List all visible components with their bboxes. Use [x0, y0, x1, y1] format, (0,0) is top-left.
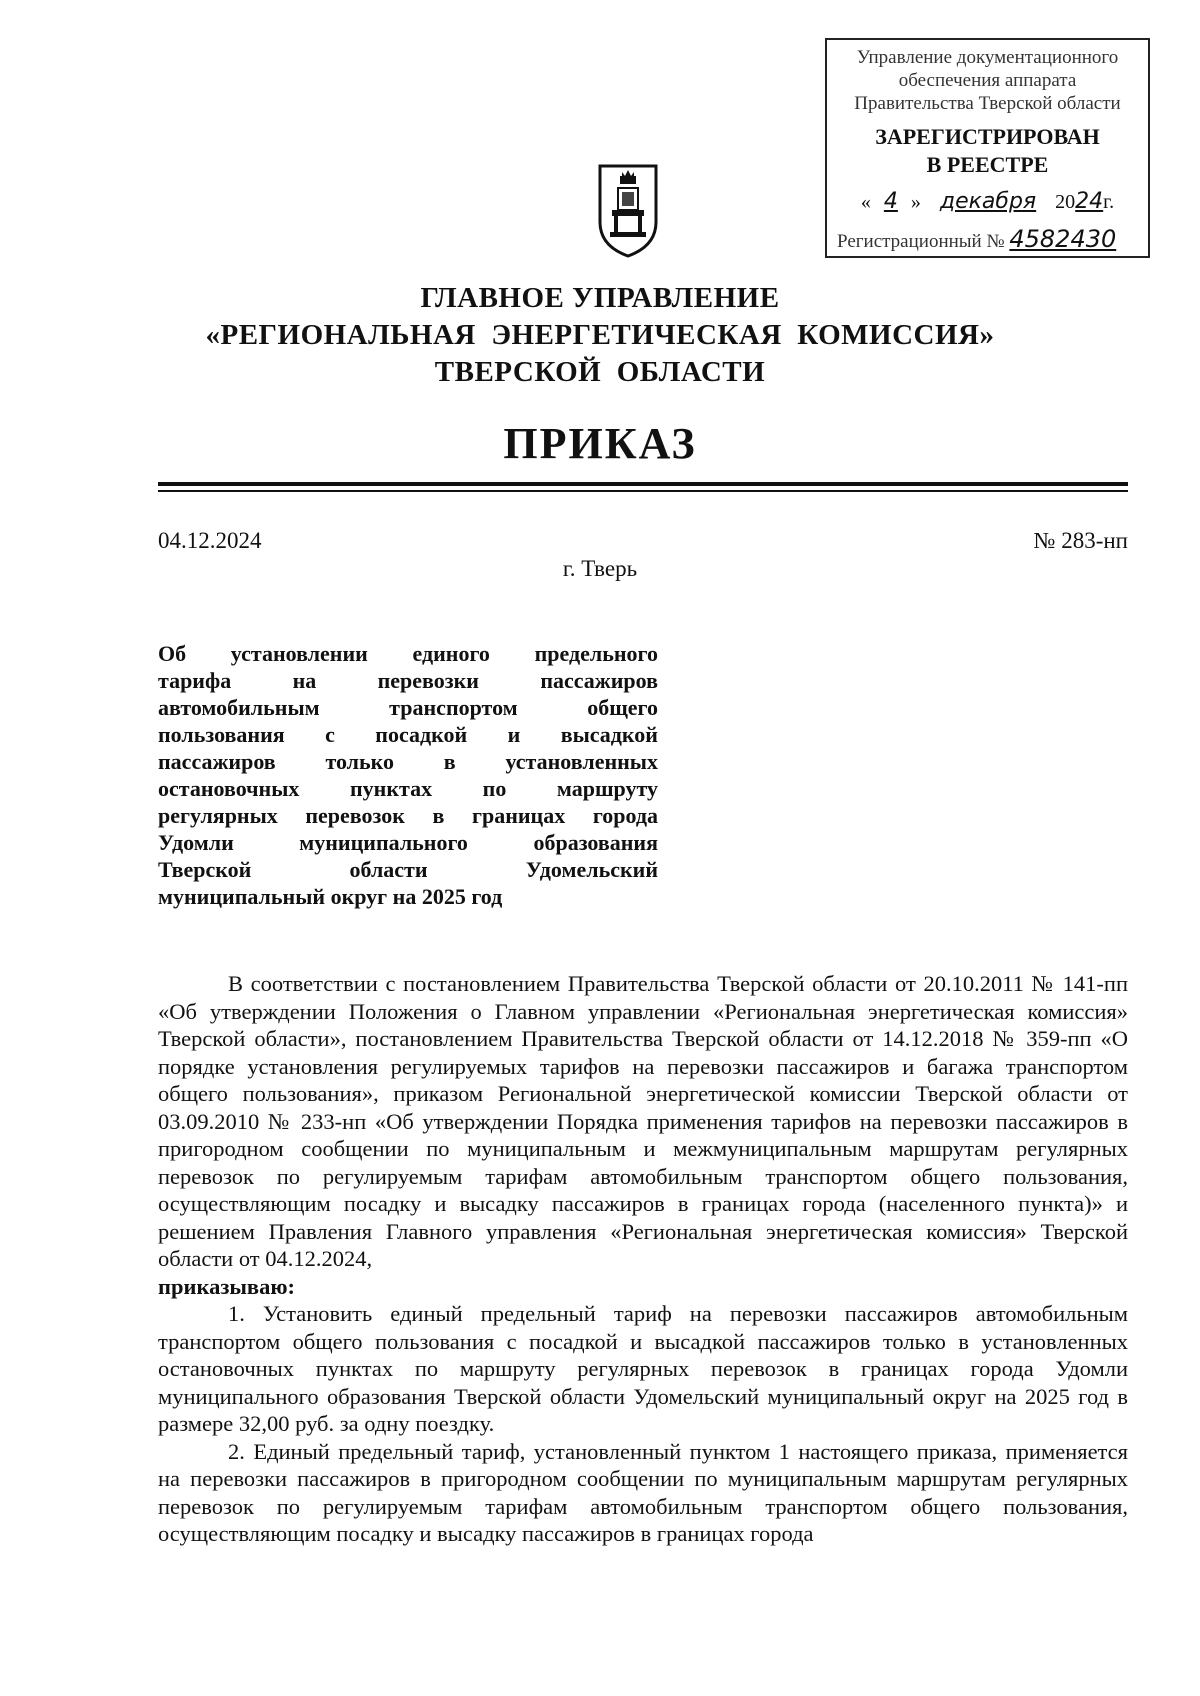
stamp-registered-line: В РЕЕСТРЕ	[926, 152, 1049, 177]
subject-line: тарифа на перевозки пассажиров	[158, 668, 658, 693]
header-line: ГЛАВНОЕ УПРАВЛЕНИЕ	[420, 282, 780, 314]
subject-line: пользования с посадкой и высадкой	[158, 722, 658, 747]
header-divider-thick	[158, 482, 1128, 486]
subject-line: Тверской области Удомельский	[158, 857, 658, 882]
stamp-day: 4	[883, 189, 898, 214]
subject-line: регулярных перевозок в границах города	[158, 803, 658, 828]
stamp-registered	[827, 123, 1148, 179]
document-number: № 283-нп	[1033, 528, 1128, 553]
stamp-department	[827, 46, 1148, 115]
registration-stamp	[825, 38, 1150, 258]
stamp-date-open-quote: «	[860, 191, 871, 213]
stamp-year-prefix: 20	[1055, 191, 1076, 213]
stamp-dept-line: обеспечения аппарата	[898, 70, 1077, 91]
document-subject	[158, 640, 658, 910]
coat-of-arms-icon	[596, 162, 660, 258]
stamp-number-line	[827, 225, 1148, 253]
document-city: г. Тверь	[562, 556, 638, 581]
header-line: «РЕГИОНАЛЬНАЯ ЭНЕРГЕТИЧЕСКАЯ КОМИССИЯ»	[205, 319, 995, 351]
subject-line: остановочных пунктах по маршруту	[158, 776, 658, 801]
subject-line: автомобильным транспортом общего	[158, 695, 658, 720]
stamp-dept-line: Правительства Тверской области	[854, 93, 1121, 114]
order-word: приказываю:	[158, 1273, 296, 1299]
document-body	[158, 970, 1128, 1548]
stamp-month: декабря	[939, 189, 1037, 214]
item-paragraph-2: 2. Единый предельный тариф, установленный пунктом 1 настоящего приказа, применяется на перевозки пассажиров в пригородном сообщении по муниципальным маршрутам регулярных перевозок по регулируемым тарифам автомобильным транспортом общего пользования, осуществляющим посадку и высадку пассажиров в границах города	[158, 1438, 1128, 1546]
stamp-reg-label: Регистрационный №	[837, 231, 1005, 252]
header-divider-thin	[158, 490, 1128, 492]
document-type-title: ПРИКАЗ	[503, 419, 697, 468]
item-paragraph-1: 1. Установить единый предельный тариф на перевозки пассажиров автомобильным транспортом общего пользования с посадкой и высадкой пассажиров только в установленных остановочных пунктах по маршруту регулярных перевозок в границах города Удомли муниципального образования Тверской области Удомельский муниципальный округ на 2025 год в размере 32,00 руб. за одну поездку.	[158, 1301, 1128, 1436]
document-date: 04.12.2024	[158, 528, 262, 553]
stamp-year-unit: г.	[1103, 191, 1115, 213]
subject-line: Удомли муниципального образования	[158, 830, 658, 855]
header-line: ТВЕРСКОЙ ОБЛАСТИ	[434, 356, 766, 388]
stamp-dept-line: Управление документационного	[856, 47, 1119, 68]
stamp-reg-number: 4582430	[1009, 225, 1117, 253]
subject-line: пассажиров только в установленных	[158, 749, 658, 774]
authority-header	[150, 280, 1050, 391]
stamp-date-line	[827, 189, 1148, 219]
preamble-paragraph: В соответствии с постановлением Правительства Тверской области от 20.10.2011 № 141-пп «Об утверждении Положения о Главном управлении «Региональная энергетическая комиссия» Тверской области», постановлением Правительства Тверской области от 14.12.2018 № 359-пп «О порядке установления регулируемых тарифов на перевозки пассажиров и багажа транспортом общего пользования», приказом Региональной энергетической комиссии Тверской области от 03.09.2010 № 233-нп «Об утверждении Порядка применения тарифов на перевозки пассажиров в пригородном сообщении по муниципальным и межмуниципальным маршрутам регулярных перевозок по регулируемым тарифам автомобильным транспортом общего пользования, осуществляющим посадку и высадку пассажиров в границах города (населенного пункта)» и решением Правления Главного управления «Региональная энергетическая комиссия» Тверской области от 04.12.2024,	[158, 971, 1128, 1271]
subject-line: Об установлении единого предельного	[158, 641, 658, 666]
stamp-registered-line: ЗАРЕГИСТРИРОВАН	[875, 124, 1100, 149]
stamp-date-close-quote: »	[910, 191, 921, 213]
subject-line: муниципальный округ на 2025 год	[158, 884, 503, 909]
stamp-year-suffix: 24	[1075, 189, 1104, 214]
